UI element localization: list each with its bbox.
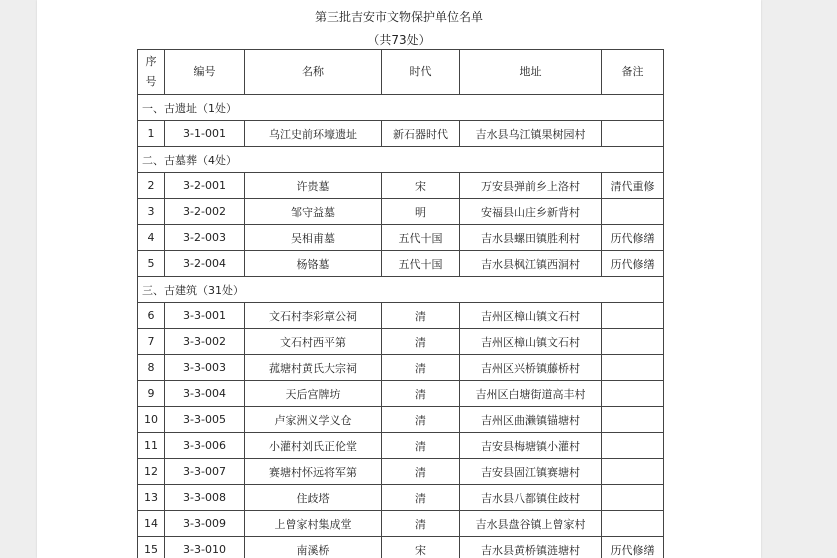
cell-remark [602,303,664,329]
header-remark: 备注 [602,50,664,95]
cell-address: 吉州区兴桥镇藤桥村 [460,355,602,381]
cell-seq: 7 [138,329,165,355]
cell-era: 新石器时代 [382,121,460,147]
cell-name: 上曾家村集成堂 [245,511,382,537]
header-code: 编号 [165,50,245,95]
cell-code: 3-3-006 [165,433,245,459]
section-label: 三、古建筑（31处） [138,277,664,303]
cell-code: 3-3-007 [165,459,245,485]
cell-remark [602,329,664,355]
cell-seq: 11 [138,433,165,459]
table-row [138,173,664,199]
cell-era: 清 [382,459,460,485]
cell-address: 吉水县八都镇住歧村 [460,485,602,511]
cell-code: 3-1-001 [165,121,245,147]
table-row [138,199,664,225]
table-row [138,225,664,251]
cell-address: 吉水县枫江镇西洞村 [460,251,602,277]
cell-code: 3-3-005 [165,407,245,433]
cell-address: 吉水县螺田镇胜利村 [460,225,602,251]
cell-name: 吴相甫墓 [245,225,382,251]
cell-seq: 12 [138,459,165,485]
table-row [138,329,664,355]
document-subtitle: （共73处） [367,33,431,47]
cell-era: 五代十国 [382,225,460,251]
cell-era: 宋 [382,537,460,558]
cell-code: 3-3-002 [165,329,245,355]
cell-name: 卢家洲义学义仓 [245,407,382,433]
cell-name: 天后宫牌坊 [245,381,382,407]
cell-name: 南溪桥 [245,537,382,558]
cell-remark [602,407,664,433]
cell-remark [602,485,664,511]
header-address: 地址 [460,50,602,95]
cell-address: 万安县弹前乡上洛村 [460,173,602,199]
cell-seq: 5 [138,251,165,277]
header-era: 时代 [382,50,460,95]
cell-era: 清 [382,303,460,329]
document-page [37,0,761,558]
cell-seq: 9 [138,381,165,407]
table-row [138,355,664,381]
cell-remark: 历代修缮 [602,251,664,277]
cell-code: 3-3-004 [165,381,245,407]
cell-address: 吉州区白塘街道高丰村 [460,381,602,407]
cell-address: 安福县山庄乡新背村 [460,199,602,225]
cell-name: 小灌村刘氏正伦堂 [245,433,382,459]
cell-name: 文石村李彩章公祠 [245,303,382,329]
cell-remark [602,459,664,485]
cell-address: 吉州区樟山镇文石村 [460,303,602,329]
table-row [138,433,664,459]
table-row [138,459,664,485]
cell-code: 3-2-003 [165,225,245,251]
cell-era: 清 [382,355,460,381]
table-row [138,537,664,558]
cell-name: 乌江史前环壕遗址 [245,121,382,147]
cell-era: 清 [382,407,460,433]
heritage-sites-table [137,49,664,558]
cell-address: 吉水县黄桥镇涟塘村 [460,537,602,558]
cell-address: 吉安县固江镇赛塘村 [460,459,602,485]
cell-era: 清 [382,329,460,355]
cell-seq: 4 [138,225,165,251]
cell-era: 宋 [382,173,460,199]
cell-seq: 1 [138,121,165,147]
cell-remark [602,433,664,459]
cell-era: 明 [382,199,460,225]
cell-code: 3-3-010 [165,537,245,558]
table-body [138,95,664,558]
table-row [138,381,664,407]
cell-seq: 14 [138,511,165,537]
table-row [138,121,664,147]
table-row [138,407,664,433]
header-seq [138,50,165,95]
cell-code: 3-3-009 [165,511,245,537]
cell-seq: 2 [138,173,165,199]
table-row [138,485,664,511]
cell-seq: 8 [138,355,165,381]
cell-seq: 3 [138,199,165,225]
section-label: 二、古墓葬（4处） [138,147,664,173]
section-row [138,95,664,121]
cell-name: 赛塘村怀远将军第 [245,459,382,485]
cell-remark [602,355,664,381]
cell-era: 清 [382,485,460,511]
cell-name: 邹守益墓 [245,199,382,225]
cell-remark: 历代修缮 [602,537,664,558]
cell-name: 菰塘村黄氏大宗祠 [245,355,382,381]
table-row [138,303,664,329]
cell-address: 吉水县盘谷镇上曾家村 [460,511,602,537]
table-row [138,511,664,537]
cell-name: 许贵墓 [245,173,382,199]
cell-seq: 15 [138,537,165,558]
cell-address: 吉州区曲濑镇锚塘村 [460,407,602,433]
header-seq-label: 序号 [145,55,157,88]
table-header-row [138,50,664,95]
document-title: 第三批吉安市文物保护单位名单 [314,10,483,24]
cell-code: 3-2-004 [165,251,245,277]
cell-remark: 历代修缮 [602,225,664,251]
cell-era: 五代十国 [382,251,460,277]
cell-seq: 13 [138,485,165,511]
table-row [138,251,664,277]
cell-address: 吉安县梅塘镇小灌村 [460,433,602,459]
cell-seq: 10 [138,407,165,433]
cell-code: 3-3-008 [165,485,245,511]
cell-era: 清 [382,433,460,459]
cell-remark [602,121,664,147]
cell-seq: 6 [138,303,165,329]
cell-remark: 清代重修 [602,173,664,199]
section-label: 一、古遗址（1处） [138,95,664,121]
cell-address: 吉水县乌江镇果树园村 [460,121,602,147]
cell-remark [602,381,664,407]
cell-name: 住歧塔 [245,485,382,511]
cell-address: 吉州区樟山镇文石村 [460,329,602,355]
cell-name: 杨铬墓 [245,251,382,277]
cell-code: 3-2-002 [165,199,245,225]
section-row [138,147,664,173]
cell-remark [602,511,664,537]
section-row [138,277,664,303]
cell-name: 文石村西平第 [245,329,382,355]
header-name: 名称 [245,50,382,95]
cell-era: 清 [382,381,460,407]
cell-remark [602,199,664,225]
cell-code: 3-3-003 [165,355,245,381]
cell-code: 3-3-001 [165,303,245,329]
cell-era: 清 [382,511,460,537]
cell-code: 3-2-001 [165,173,245,199]
